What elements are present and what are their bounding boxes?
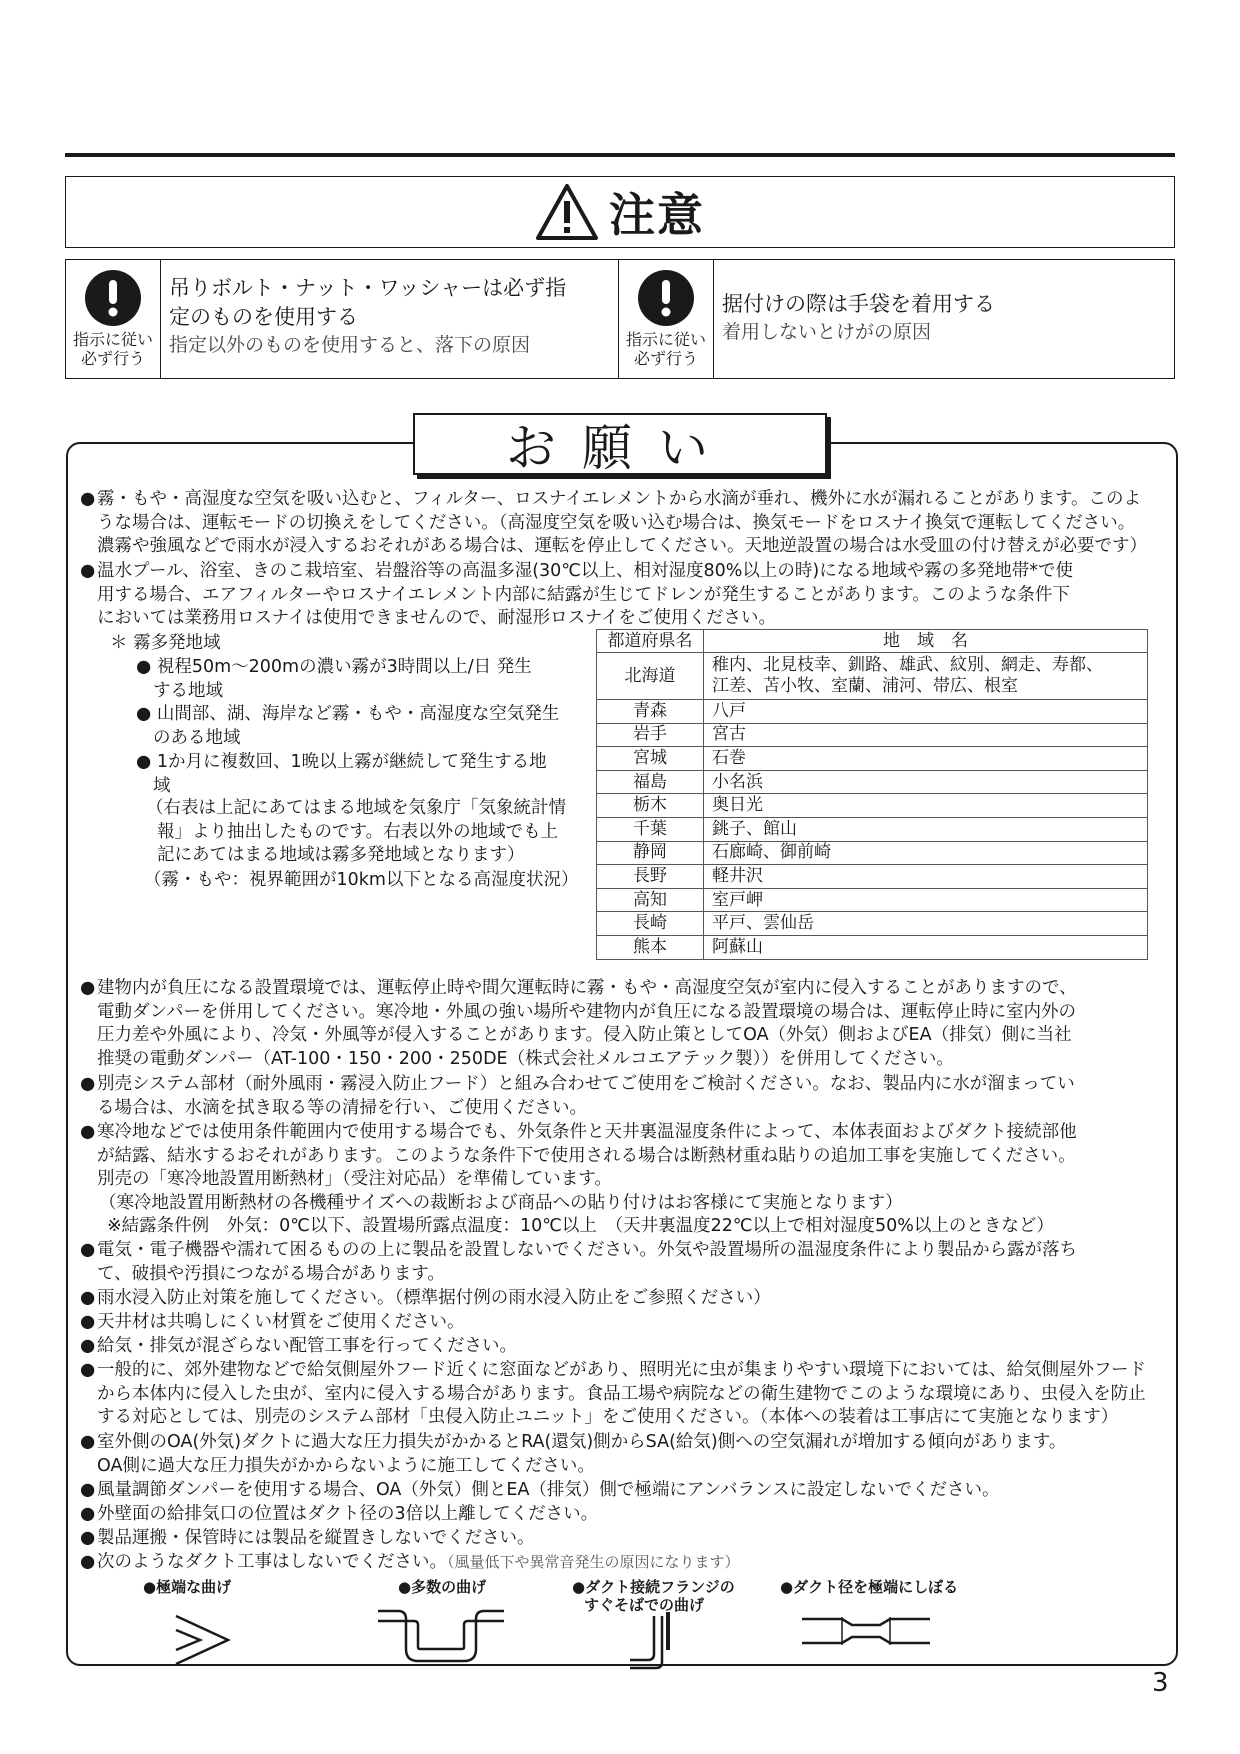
sharp-bend-diagram <box>170 1610 240 1670</box>
caution-item-icon-cell <box>619 260 714 378</box>
fog-condition: ● 視程50m～200mの濃い霧が3時間以上/日 発生 する地域 <box>136 657 532 701</box>
table-row: 千葉 銚子、館山 <box>597 817 1148 841</box>
duct-label: ●極端な曲げ <box>143 1578 232 1596</box>
icon-caption: 指示に従い 必ず行う <box>72 330 153 368</box>
request-item: ● 別売システム部材（耐外風雨・霧浸入防止フード）と組み合わせてご使用をご検討ください。なお、製品内に水が溜まってい る場合は、水滴を拭き取る等の清掃を行い、ご使用ください。 <box>80 1074 1075 1118</box>
exclamation-icon <box>638 270 694 326</box>
icon-caption: 指示に従い 必ず行う <box>625 330 706 368</box>
table-row: 長崎 平戸、雲仙岳 <box>597 912 1148 936</box>
duct-label: ●ダクト接続フランジの すぐそばでの曲げ <box>572 1578 735 1614</box>
duct-label: ●多数の曲げ <box>398 1578 487 1596</box>
request-item: ● 外壁面の給排気口の位置はダクト径の3倍以上離してください。 <box>80 1504 599 1524</box>
request-item: ● 建物内が負圧になる設置環境では、運転停止時や間欠運転時に霧・もや・高湿度空気が室内に侵入することがありますので、 電動ダンパーを併用してください。寒冷地・外風の強い場所や建物内が負圧になる設置環境の場合は、運転停止時に室内外の 圧力差や外風により、冷気・外風等が侵入することがあります。侵入防止策としてOA（外気）側およびEA（排気）側に当社 推奨の電動ダンパー（AT-100・150・200・250DE（株式会社メルコエアテック製））を併用してください。 <box>80 978 1077 1069</box>
table-row: 長野 軽井沢 <box>597 865 1148 889</box>
request-item: ● 次のようなダクト工事はしないでください。（風量低下や異常音発生の原因になります） <box>80 1552 740 1572</box>
warning-triangle-icon <box>535 183 599 241</box>
duct-label: ●ダクト径を極端にしぼる <box>780 1578 959 1596</box>
table-row: 福島 小名浜 <box>597 770 1148 794</box>
request-item: ● 寒冷地などでは使用条件範囲内で使用する場合でも、外気条件と天井裏温湿度条件によって、本体表面およびダクト接続部他 が結露、結氷するおそれがあります。このような条件下で使用される場合は断熱材重ね貼りの追加工事を実施してください。 別売の「寒冷地設置用断熱材」（受注対応品）を準備しています。 （寒冷地設置用断熱材の各機種サイズへの裁断および商品への貼り付けはお客様にて実施となります） ※結露条件例 外気：0℃以下、設置場所露点温度：10℃以上 （天井裏温度22℃以上で相対湿度50%以上のときなど） <box>80 1122 1077 1237</box>
caution-items <box>65 259 1175 379</box>
bend-near-flange-diagram <box>628 1610 688 1670</box>
multiple-bends-diagram <box>376 1605 506 1665</box>
table-header: 都道府県名 <box>597 630 704 653</box>
request-item: ● 霧・もや・高湿度な空気を吸い込むと、フィルター、ロスナイエレメントから水滴が垂れ、機外に水が漏れることがあります。このよ うな場合は、運転モードの切換えをしてください。（高湿度空気を吸い込む場合は、換気モードをロスナイ換気で運転してください。 濃霧や強風などで雨水が浸入するおそれがある場合は、運転を停止してください。天地逆設置の場合は水受皿の付け替えが必要です） <box>80 489 1147 557</box>
fog-note: （右表は上記にあてはまる地域を気象庁「気象統計情 報」より抽出したものです。右表以外の地域でも上 記にあてはまる地域は霧多発地域となります） <box>146 798 566 866</box>
table-row: 北海道 稚内、北見枝幸、釧路、雄武、紋別、網走、寿都、 江差、苫小牧、室蘭、浦河、帯広、根室 <box>597 653 1148 700</box>
fog-condition: ● 1か月に複数回、1晩以上霧が継続して発生する地 域 <box>136 752 547 796</box>
duct-narrowing-diagram <box>800 1616 932 1646</box>
caution-item-text: 吊りボルト・ナット・ワッシャーは必ず指 定のものを使用する 指定以外のものを使用すると、落下の原因 <box>161 260 619 378</box>
caution-item-icon-cell <box>66 260 161 378</box>
table-row: 静岡 石廊崎、御前崎 <box>597 841 1148 865</box>
request-item: ● 天井材は共鳴しにくい材質をご使用ください。 <box>80 1312 465 1332</box>
table-row: 青森 八戸 <box>597 700 1148 724</box>
fog-note-2: （霧・もや：視界範囲が10km以下となる高湿度状況） <box>144 870 579 890</box>
fog-heading: ＊ 霧多発地域 <box>110 633 221 653</box>
caution-item-text: 据付けの際は手袋を着用する 着用しないとけがの原因 <box>722 292 995 343</box>
request-item: ● 室外側のOA(外気)ダクトに過大な圧力損失がかかるとRA(還気)側からSA(給気)側への空気漏れが増加する傾向があります。 OA側に過大な圧力損失がかからないように施工してください。 <box>80 1432 1067 1476</box>
request-item: ● 一般的に、郊外建物などで給気側屋外フード近くに窓面などがあり、照明光に虫が集まりやすい環境下においては、給気側屋外フード から本体内に侵入した虫が、室内に侵入する場合があります。食品工場や病院などの衛生建物でこのような環境にあり、虫侵入を防止 する対応としては、別売のシステム部材「虫侵入防止ユニット」をご使用ください。（本体への装着は工事店にて実施となります） <box>80 1360 1146 1428</box>
table-row: 岩手 宮古 <box>597 723 1148 747</box>
fog-condition: ● 山間部、湖、海岸など霧・もや・高湿度な空気発生 のある地域 <box>136 704 560 748</box>
request-item: ● 給気・排気が混ざらない配管工事を行ってください。 <box>80 1336 517 1356</box>
caution-title: 注意 <box>609 188 705 242</box>
table-row: 栃木 奥日光 <box>597 794 1148 818</box>
request-item: ● 電気・電子機器や濡れて困るものの上に製品を設置しないでください。外気や設置場所の温湿度条件により製品から露が落ち て、破損や汚損につながる場合があります。 <box>80 1240 1077 1284</box>
request-title: お願い <box>413 413 827 475</box>
caution-header <box>65 176 1175 248</box>
fog-region-table <box>596 629 1148 960</box>
request-item: ● 雨水浸入防止対策を施してください。（標準据付例の雨水浸入防止をご参照ください） <box>80 1288 771 1308</box>
request-item: ● 製品運搬・保管時には製品を縦置きしないでください。 <box>80 1528 535 1548</box>
table-row: 高知 室戸岬 <box>597 888 1148 912</box>
table-header: 地 域 名 <box>704 630 1148 653</box>
top-rule <box>65 153 1175 157</box>
request-item: ● 温水プール、浴室、きのこ栽培室、岩盤浴等の高温多湿(30℃以上、相対湿度80%以上の時)になる地域や霧の多発地帯*で使 用する場合、エアフィルターやロスナイエレメント内部に結露が生じてドレンが発生することがあります。このような条件下 においては業務用ロスナイは使用できませんので、耐湿形ロスナイをご使用ください。 <box>80 561 1073 629</box>
exclamation-icon <box>85 270 141 326</box>
table-row: 熊本 阿蘇山 <box>597 935 1148 959</box>
page-number: 3 <box>1152 1668 1169 1698</box>
table-row: 宮城 石巻 <box>597 747 1148 771</box>
request-item: ● 風量調節ダンパーを使用する場合、OA（外気）側とEA（排気）側で極端にアンバランスに設定しないでください。 <box>80 1480 1000 1500</box>
